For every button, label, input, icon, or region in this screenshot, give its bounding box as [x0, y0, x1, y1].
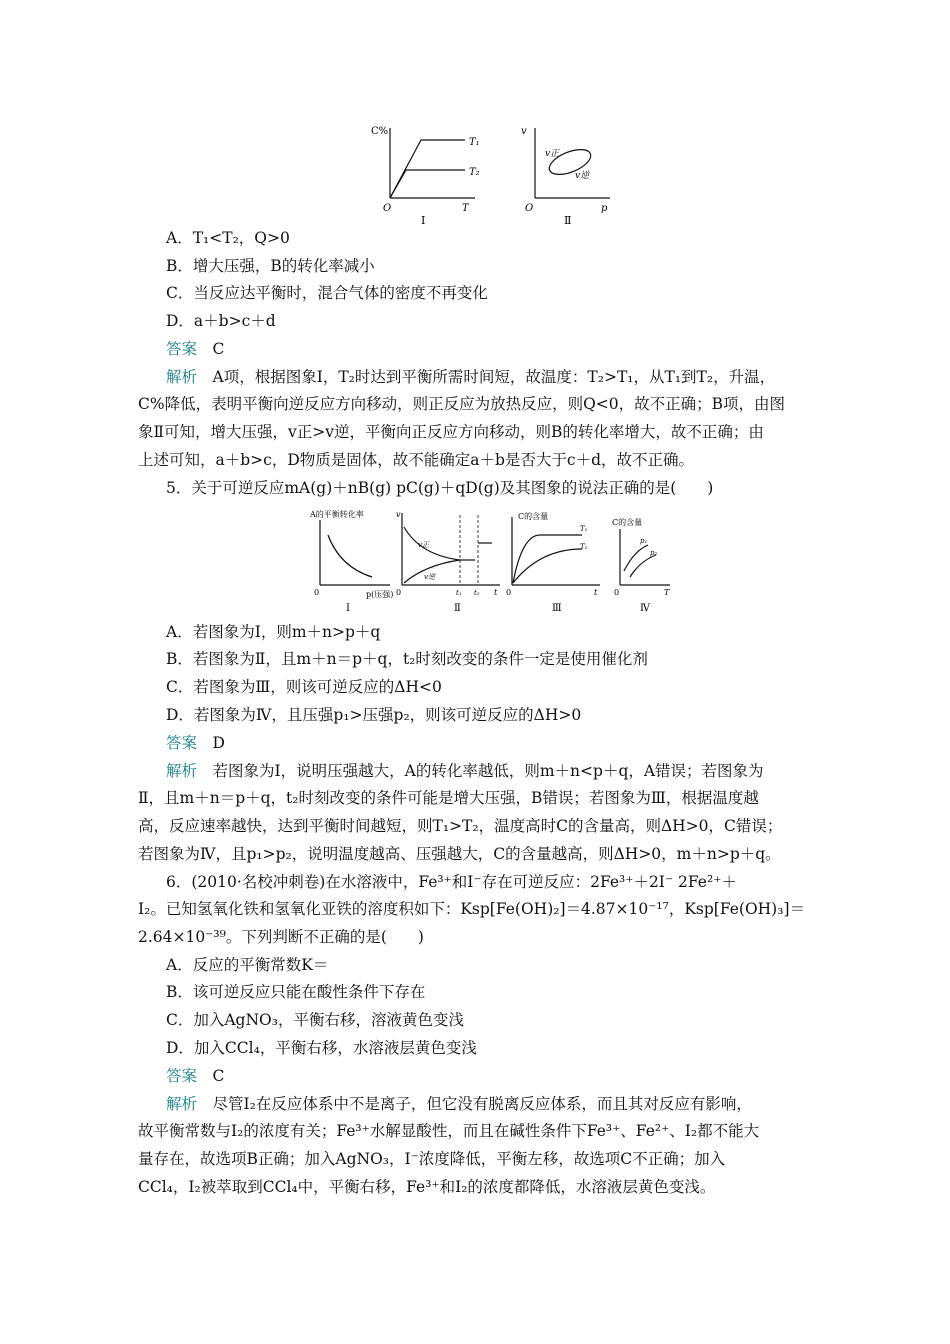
q6-explanation-line-1	[166, 1094, 752, 1114]
graph-q5-iii-xlabel: t	[594, 588, 598, 597]
graph-i-ylabel: C%	[371, 126, 389, 137]
graph-q5-iii	[506, 511, 600, 614]
graph-q5-iv-roman: Ⅳ	[640, 603, 650, 614]
q6-answer	[166, 1066, 224, 1086]
graph-q5-iii-t2: T₂	[580, 543, 588, 551]
graph-q5-iii-roman: Ⅲ	[552, 603, 562, 614]
graph-q5-ii-ylabel: v	[396, 510, 401, 519]
graph-ii-roman: Ⅱ	[564, 214, 572, 227]
graph-q5-iii-ylabel: C的含量	[518, 512, 549, 521]
q5-option-b: B．若图象为Ⅱ，且m＋n＝p＋q，t₂时刻改变的条件一定是使用催化剂	[166, 650, 648, 668]
q5-explanation-text-1: 若图象为Ⅰ，说明压强越大，A的转化率越低，则m＋n<p＋q，A错误；若图象为	[212, 762, 764, 780]
q6-answer-label: 答案	[166, 1067, 198, 1085]
graph-ii	[521, 126, 610, 227]
q6-option-b: B．该可逆反应只能在酸性条件下存在	[166, 983, 426, 1001]
q4-option-c: C．当反应达平衡时，混合气体的密度不再变化	[166, 284, 488, 302]
q5-explanation-label: 解析	[166, 762, 198, 780]
q5-stem: 5．关于可逆反应mA(g)＋nB(g) pC(g)＋qD(g)及其图象的说法正确的是( )	[166, 479, 714, 497]
graph-q5-i-origin: 0	[314, 588, 320, 597]
q6-explanation-label: 解析	[166, 1095, 198, 1113]
q4-explanation-line-1	[166, 367, 775, 387]
graph-i	[371, 126, 480, 227]
q5-option-c: C．若图象为Ⅲ，则该可逆反应的ΔH<0	[166, 678, 442, 696]
q5-option-d: D．若图象为Ⅳ，且压强p₁>压强p₂，则该可逆反应的ΔH>0	[166, 706, 582, 724]
graph-q5-i	[309, 509, 393, 614]
q6-option-c: C．加入AgNO₃，平衡右移，溶液黄色变浅	[166, 1011, 464, 1029]
figure-q5-graphs	[300, 505, 690, 620]
graph-q5-iv-origin: 0	[614, 588, 620, 597]
q4-answer-value: C	[212, 340, 225, 358]
q6-explanation-line-2: 故平衡常数与I₂的浓度有关；Fe³⁺水解显酸性，而且在碱性条件下Fe³⁺、Fe²⁺、I₂都不能大	[138, 1122, 760, 1140]
q6-answer-value: C	[212, 1067, 225, 1085]
graph-q5-ii-origin: 0	[396, 588, 402, 597]
q4-option-b: B．增大压强，B的转化率减小	[166, 257, 375, 275]
q6-stem-line-3: 2.64×10⁻³⁹。下列判断不正确的是( )	[138, 928, 424, 946]
graph-q5-ii-t1: t₁	[456, 589, 462, 597]
graph-q5-i-roman: Ⅰ	[346, 603, 350, 614]
graph-ii-vz: v正	[545, 149, 560, 159]
q5-explanation-line-3: 高，反应速率越快，达到平衡时间越短，则T₁>T₂，温度高时C的含量高，则ΔH>0，C错误；	[138, 817, 783, 835]
q5-explanation-line-1	[166, 761, 764, 781]
q5-explanation-line-4: 若图象为Ⅳ，且p₁>p₂，说明温度越高、压强越大，C的含量越高，则ΔH>0，m＋n>p＋q。	[138, 845, 781, 863]
q4-explanation-text-1: A项，根据图象Ⅰ，T₂时达到平衡所需时间短，故温度：T₂>T₁，从T₁到T₂，升温，	[212, 368, 776, 386]
q6-option-a: A．反应的平衡常数K＝	[166, 956, 329, 974]
graph-ii-origin: O	[525, 203, 534, 214]
q6-explanation-text-1: 尽管I₂在反应体系中不是离子，但它没有脱离反应体系，而且其对反应有影响，	[212, 1095, 752, 1113]
graph-ii-ylabel: v	[521, 126, 527, 137]
graph-ii-xlabel: p	[601, 203, 608, 214]
q6-explanation-line-4: CCl₄，I₂被萃取到CCl₄中，平衡右移，Fe³⁺和I₂的浓度都降低，水溶液层黄色变浅。	[138, 1178, 716, 1196]
graph-i-origin: O	[383, 203, 392, 214]
q4-answer-label: 答案	[166, 340, 198, 358]
q6-stem-line-1: 6．(2010·名校冲刺卷)在水溶液中，Fe³⁺和I⁻存在可逆反应：2Fe³⁺＋2I⁻ 2Fe²⁺＋	[166, 873, 737, 891]
figure-q4-graphs	[365, 120, 625, 230]
q4-answer	[166, 339, 224, 359]
q5-answer-value: D	[212, 734, 225, 752]
graph-i-t2: T₂	[469, 167, 480, 178]
graph-q5-iv-xlabel: T	[664, 588, 670, 597]
graph-q5-ii-xlabel: t	[494, 588, 498, 597]
q4-explanation-line-3: 象Ⅱ可知，增大压强，v正>v逆，平衡向正反应方向移动，则B的转化率增大，故不正确；由	[138, 423, 764, 441]
q4-explanation-line-4: 上述可知，a＋b>c，D物质是固体，故不能确定a＋b是否大于c＋d，故不正确。	[138, 451, 695, 469]
graph-q5-i-ylabel: A的平衡转化率	[310, 510, 364, 519]
q6-option-d: D．加入CCl₄，平衡右移，水溶液层黄色变浅	[166, 1039, 477, 1057]
graph-q5-ii-vn: v逆	[424, 573, 435, 581]
q6-explanation-line-3: 量存在，故选项B正确；加入AgNO₃，I⁻浓度降低，平衡左移，故选项C不正确；加入	[138, 1150, 726, 1168]
graph-ii-vn: v逆	[575, 171, 590, 181]
graph-q5-iv	[612, 517, 670, 614]
graph-q5-ii-t2: t₂	[474, 589, 480, 597]
q4-explanation-line-2: C%降低，表明平衡向逆反应方向移动，则正反应为放热反应，则Q<0，故不正确；B项，由图	[138, 395, 786, 413]
q4-option-d: D．a＋b>c＋d	[166, 312, 276, 330]
graph-i-t1: T₁	[469, 137, 480, 148]
graph-q5-ii	[396, 510, 500, 614]
graph-q5-i-xlabel: p(压强)	[366, 590, 394, 599]
graph-i-roman: Ⅰ	[421, 214, 426, 227]
q4-explanation-label: 解析	[166, 368, 198, 386]
q6-stem-line-2: I₂。已知氢氧化铁和氢氧化亚铁的溶度积如下：Ksp[Fe(OH)₂]＝4.87×10⁻¹⁷，Ksp[Fe(OH)₃]＝	[138, 900, 805, 918]
graph-q5-iv-ylabel: C的含量	[612, 518, 643, 527]
graph-q5-iii-t1: T₁	[580, 525, 588, 533]
graph-q5-iii-origin: 0	[506, 588, 512, 597]
graph-i-xlabel: T	[462, 203, 469, 214]
q5-answer	[166, 733, 225, 753]
graph-q5-ii-roman: Ⅱ	[454, 603, 461, 614]
graph-q5-ii-vz: v正	[418, 541, 429, 549]
q4-option-a: A．T₁<T₂，Q>0	[166, 229, 290, 247]
graph-q5-iv-p2: p₂	[650, 549, 658, 557]
q5-option-a: A．若图象为Ⅰ，则m＋n>p＋q	[166, 623, 381, 641]
graph-q5-iv-p1: p₁	[640, 537, 648, 545]
q5-answer-label: 答案	[166, 734, 198, 752]
q5-explanation-line-2: Ⅱ，且m＋n＝p＋q，t₂时刻改变的条件可能是增大压强，B错误；若图象为Ⅲ，根据温度越	[138, 789, 759, 807]
